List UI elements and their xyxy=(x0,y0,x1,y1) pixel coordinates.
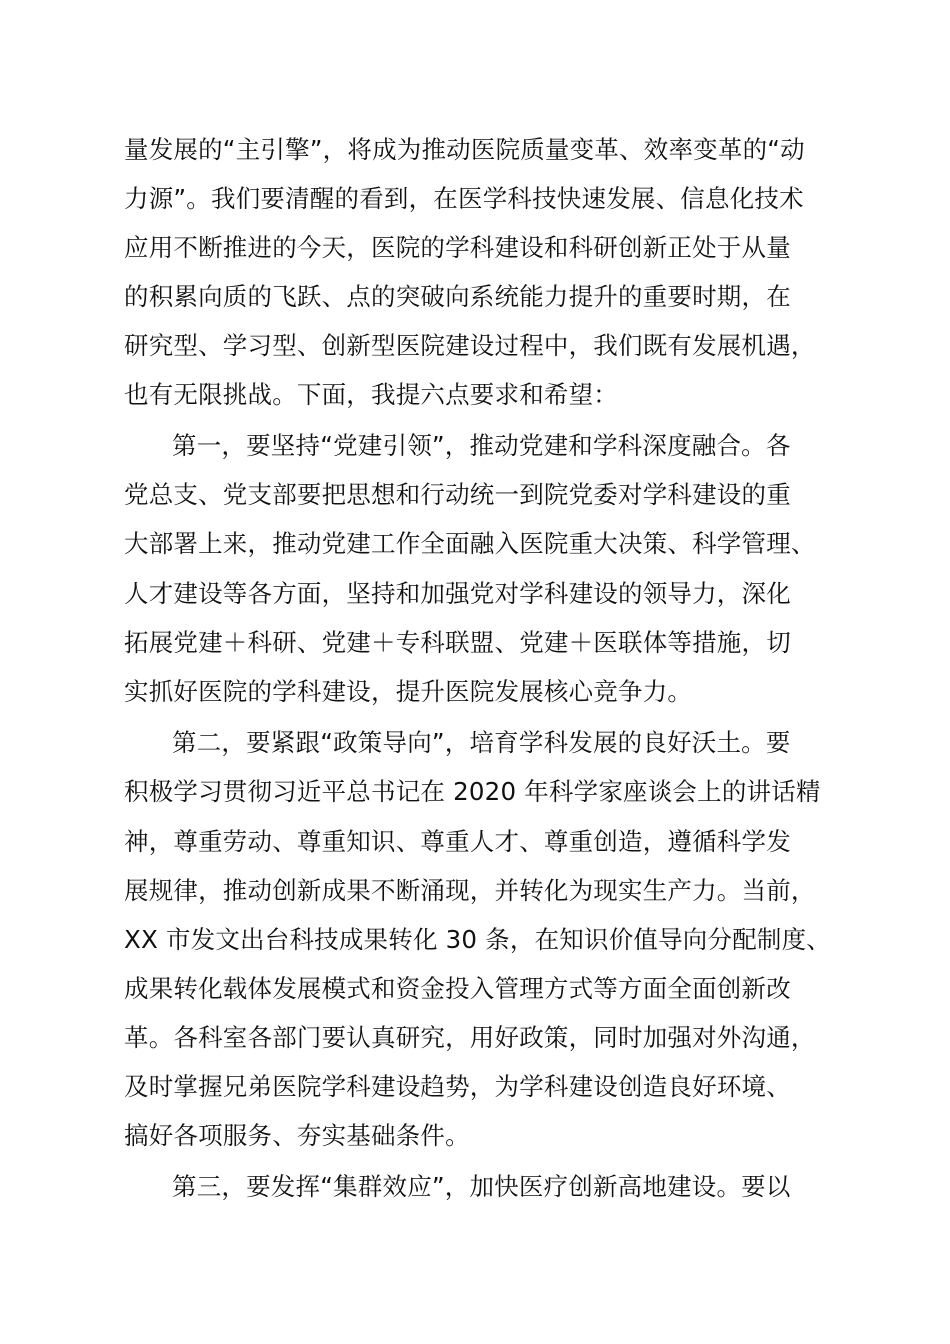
text-line: 及时掌握兄弟医院学科建设趋势，为学科建设创造良好环境、 xyxy=(124,1072,791,1101)
text-line: 实抓好医院的学科建设，提升医院发展核心竞争力。 xyxy=(124,677,693,706)
text-line: 神，尊重劳动、尊重知识、尊重人才、尊重创造，遵循科学发 xyxy=(124,827,791,856)
text-line: 党总支、党支部要把思想和行动统一到院党委对学科建设的重 xyxy=(124,480,791,509)
text-line: 力源”。我们要清醒的看到，在医学科技快速发展、信息化技术 xyxy=(124,184,804,213)
text-line: 搞好各项服务、夯实基础条件。 xyxy=(124,1121,470,1150)
text-line: 成果转化载体发展模式和资金投入管理方式等方面全面创新改 xyxy=(124,974,791,1003)
text-line: 大部署上来，推动党建工作全面融入医院重大决策、科学管理、 xyxy=(124,529,816,558)
text-line: 研究型、学习型、创新型医院建设过程中，我们既有发展机遇， xyxy=(124,331,816,360)
text-line: 展规律，推动创新成果不断涌现，并转化为现实生产力。当前， xyxy=(124,876,816,905)
text-line: 人才建设等各方面，坚持和加强党对学科建设的领导力，深化 xyxy=(124,579,791,608)
text-line: 革。各科室各部门要认真研究，用好政策，同时加强对外沟通， xyxy=(124,1023,816,1052)
text-line: 也有无限挑战。下面，我提六点要求和希望： xyxy=(124,380,618,409)
text-line: XX 市发文出台科技成果转化 30 条，在知识价值导向分配制度、 xyxy=(124,925,832,954)
text-line: 拓展党建＋科研、党建＋专科联盟、党建＋医联体等措施，切 xyxy=(124,628,791,657)
paragraph-first-line: 第三，要发挥“集群效应”，加快医疗创新高地建设。要以 xyxy=(172,1172,791,1201)
text-line: 积极学习贯彻习近平总书记在 2020 年科学家座谈会上的讲话精 xyxy=(124,777,821,806)
text-line: 应用不断推进的今天，医院的学科建设和科研创新正处于从量 xyxy=(124,233,791,262)
text-line: 量发展的“主引擎”，将成为推动医院质量变革、效率变革的“动 xyxy=(124,135,805,164)
paragraph-first-line: 第一，要坚持“党建引领”，推动党建和学科深度融合。各 xyxy=(172,431,791,460)
paragraph-first-line: 第二，要紧跟“政策导向”，培育学科发展的良好沃土。要 xyxy=(172,728,791,757)
text-line: 的积累向质的飞跃、点的突破向系统能力提升的重要时期，在 xyxy=(124,282,791,311)
